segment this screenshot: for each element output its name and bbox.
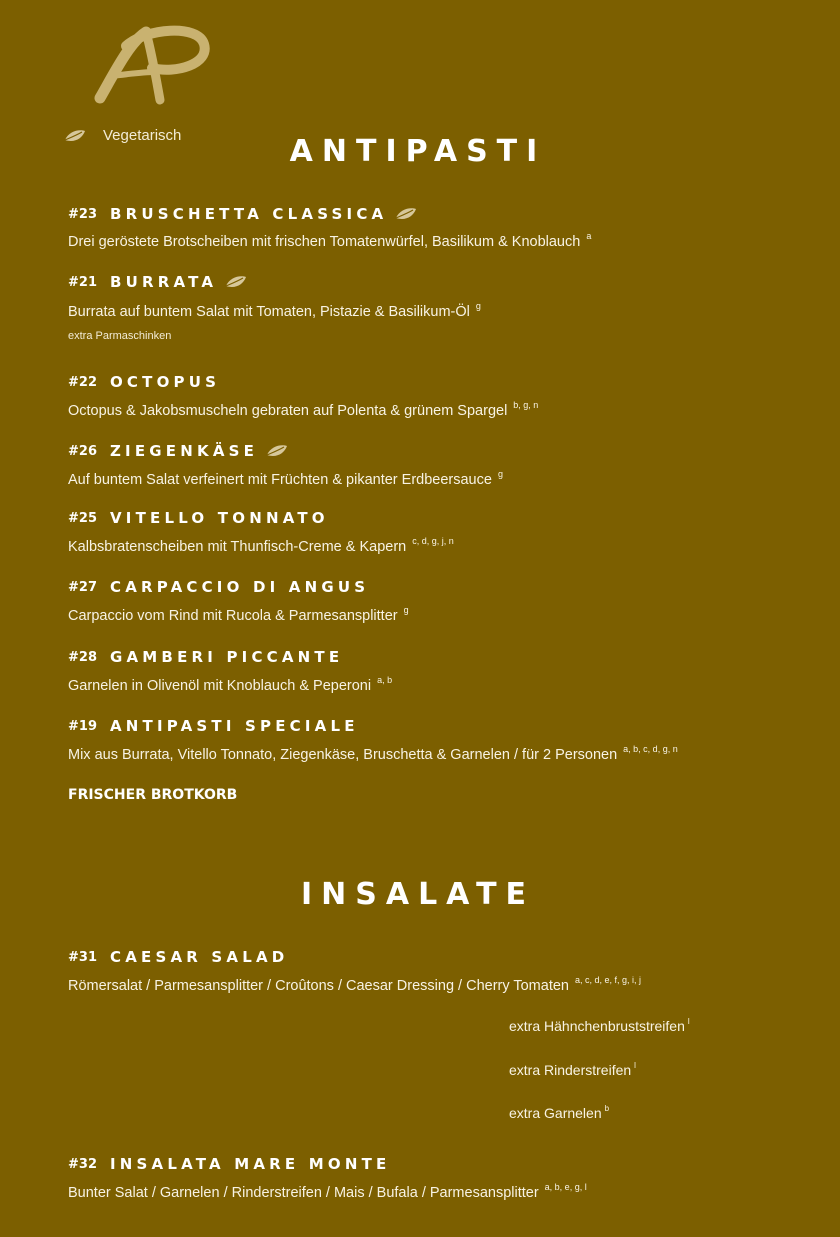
menu-item-heading — [68, 442, 288, 460]
item-description — [68, 1182, 587, 1201]
item-description — [68, 469, 503, 488]
extra-label: extra Garnelen — [509, 1105, 602, 1121]
section-title-antipasti: ANTIPASTI — [289, 134, 547, 169]
item-number: #27 — [68, 579, 97, 595]
item-name: GAMBERI PICCANTE — [109, 648, 344, 666]
menu-item-heading — [68, 578, 369, 596]
salad-extra-option — [509, 1061, 636, 1078]
menu-item-heading — [68, 509, 329, 527]
item-number: #21 — [68, 274, 97, 290]
menu-item-heading — [68, 648, 343, 666]
item-description — [68, 536, 454, 555]
extra-label: extra Hähnchenbruststreifen — [509, 1018, 685, 1034]
item-name: VITELLO TONNATO — [109, 509, 329, 527]
allergen-codes: l — [634, 1061, 636, 1070]
menu-item-heading — [68, 373, 220, 391]
vegetarian-leaf-icon — [395, 207, 417, 221]
item-name: BURRATA — [109, 273, 218, 291]
description-text: Kalbsbratenscheiben mit Thunfisch-Creme & Kapern — [68, 539, 407, 555]
legend-label: Vegetarisch — [103, 127, 182, 144]
description-text: Römersalat / Parmesansplitter / Croûtons / Caesar Dressing / Cherry Tomaten — [68, 978, 569, 994]
item-number: #31 — [68, 949, 97, 965]
item-name: INSALATA MARE MONTE — [109, 1155, 391, 1173]
menu-item-heading — [68, 1155, 391, 1173]
vegetarian-leaf-icon — [266, 444, 288, 458]
item-number: #25 — [68, 510, 97, 526]
allergen-codes: a — [586, 231, 592, 241]
menu-item-heading — [68, 273, 247, 291]
description-text: Mix aus Burrata, Vitello Tonnato, Ziegenkäse, Bruschetta & Garnelen / für 2 Personen — [68, 747, 618, 763]
bread-basket-item: FRISCHER BROTKORB — [68, 787, 238, 803]
item-name: CARPACCIO DI ANGUS — [109, 578, 370, 596]
salad-extra-option — [509, 1104, 609, 1121]
item-number: #23 — [68, 206, 97, 222]
description-text: Drei geröstete Brotscheiben mit frischen Tomatenwürfel, Basilikum & Knoblauch — [68, 234, 581, 250]
item-description — [68, 675, 392, 694]
salad-extra-option — [509, 1017, 690, 1034]
menu-item-heading — [68, 717, 359, 735]
item-name: BRUSCHETTA CLASSICA — [109, 205, 388, 223]
allergen-codes: a, b, c, d, g, n — [623, 744, 678, 754]
menu-item-heading — [68, 205, 417, 223]
item-number: #26 — [68, 443, 97, 459]
item-number: #28 — [68, 649, 97, 665]
item-name: ZIEGENKÄSE — [109, 442, 259, 460]
menu-item-heading — [68, 948, 288, 966]
allergen-codes: b, g, n — [513, 400, 539, 410]
item-number: #32 — [68, 1156, 97, 1172]
item-extra: extra Parmaschinken — [68, 330, 172, 342]
description-text: Garnelen in Olivenöl mit Knoblauch & Peperoni — [68, 678, 372, 694]
item-name: CAESAR SALAD — [109, 948, 289, 966]
allergen-codes: a, c, d, e, f, g, i, j — [574, 975, 642, 985]
vegetarian-leaf-icon — [225, 275, 247, 289]
item-number: #22 — [68, 374, 97, 390]
allergen-codes: b — [604, 1104, 610, 1113]
item-number: #19 — [68, 718, 97, 734]
extra-label: extra Rinderstreifen — [509, 1062, 632, 1078]
item-description — [68, 975, 641, 994]
description-text: Burrata auf buntem Salat mit Tomaten, Pistazie & Basilikum-Öl — [68, 304, 470, 320]
allergen-codes: l — [687, 1017, 690, 1026]
description-text: Bunter Salat / Garnelen / Rinderstreifen / Mais / Bufala / Parmesansplitter — [68, 1185, 539, 1201]
section-title-insalate: INSALATE — [300, 877, 536, 912]
item-description — [68, 231, 591, 250]
allergen-codes: g — [403, 605, 409, 615]
description-text: Octopus & Jakobsmuscheln gebraten auf Polenta & grünem Spargel — [68, 403, 508, 419]
allergen-codes: a, b — [377, 675, 393, 685]
allergen-codes: g — [475, 301, 481, 311]
description-text: Carpaccio vom Rind mit Rucola & Parmesansplitter — [68, 608, 398, 624]
allergen-codes: c, d, g, j, n — [412, 536, 454, 546]
item-description — [68, 605, 409, 624]
item-name: ANTIPASTI SPECIALE — [109, 717, 359, 735]
item-description — [68, 744, 678, 763]
restaurant-logo — [86, 22, 212, 106]
item-description — [68, 301, 481, 320]
allergen-codes: g — [497, 469, 503, 479]
allergen-codes: a, b, e, g, l — [544, 1182, 587, 1192]
description-text: Auf buntem Salat verfeinert mit Früchten & pikanter Erdbeersauce — [68, 472, 492, 488]
item-name: OCTOPUS — [109, 373, 221, 391]
item-description — [68, 400, 538, 419]
